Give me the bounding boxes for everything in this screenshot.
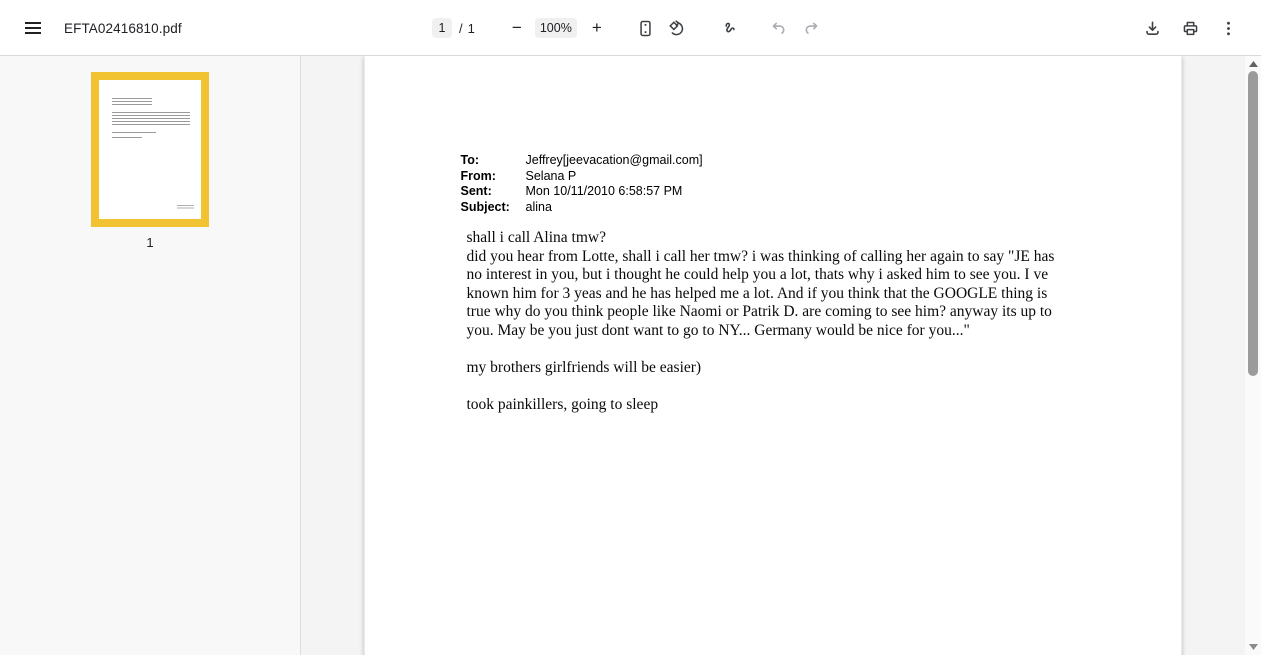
email-to-label: To:: [460, 153, 480, 167]
zoom-level: 100%: [535, 18, 577, 38]
scrollbar-thumb[interactable]: [1248, 71, 1258, 376]
toolbar: [0, 0, 1261, 56]
undo-icon[interactable]: [770, 19, 788, 37]
zoom-out-button[interactable]: −: [509, 18, 525, 38]
email-headers: [365, 56, 1182, 215]
toolbar-right-group: [1143, 0, 1237, 56]
email-to-value: Jeffrey[jeevacation@gmail.com]: [525, 153, 703, 167]
thumbnail-stamp: [177, 205, 194, 210]
toolbar-center-group: [432, 0, 821, 56]
email-body-line: you. May be you just dont want to go to NY... Germany would be nice for you...": [466, 321, 970, 339]
rotate-icon[interactable]: [668, 19, 686, 37]
email-body: [467, 229, 1182, 415]
email-from-value: Selana P: [525, 168, 577, 183]
email-body-line: [467, 378, 1182, 397]
email-subject-value: alina: [525, 199, 552, 214]
menu-icon[interactable]: [24, 19, 42, 37]
page-thumbnail[interactable]: [91, 72, 209, 227]
email-header-row: [461, 200, 1182, 216]
page-separator: /: [459, 20, 463, 36]
page-total: 1: [467, 20, 475, 36]
vertical-scrollbar[interactable]: [1245, 56, 1261, 655]
more-options-icon[interactable]: [1219, 19, 1237, 37]
email-body-line: shall i call Alina tmw?: [466, 229, 606, 246]
email-body-line: took painkillers, going to sleep: [466, 396, 659, 414]
email-body-line: [467, 341, 1182, 360]
email-from-label: From:: [460, 168, 496, 183]
thumbnail-content: [112, 98, 191, 138]
thumbnail-paragraph-lines: [112, 112, 190, 127]
toolbar-left-group: [24, 0, 182, 56]
email-header-row: [461, 184, 1182, 200]
thumbnail-text-line: [112, 137, 142, 138]
email-subject-label: Subject:: [460, 199, 510, 214]
fit-to-page-icon[interactable]: [637, 19, 655, 37]
email-body-line: no interest in you, but i thought he could help you a lot, thats why i asked him to see you. I ve: [466, 266, 1049, 284]
email-body-line: true why do you think people like Naomi or Patrik D. are coming to see him? anyway its up to: [466, 303, 1052, 321]
zoom-in-button[interactable]: +: [589, 18, 605, 38]
email-sent-value: Mon 10/11/2010 6:58:57 PM: [525, 184, 683, 198]
email-header-row: [461, 153, 1182, 169]
thumbnail-header-lines: [112, 98, 152, 107]
document-viewer: [301, 56, 1245, 655]
annotate-icon[interactable]: [722, 19, 740, 37]
scroll-up-icon[interactable]: [1245, 58, 1261, 70]
document-title: EFTA02416810.pdf: [64, 20, 182, 36]
email-body-line: my brothers girlfriends will be easier): [466, 359, 702, 377]
thumbnail-page-number: 1: [146, 235, 154, 250]
pdf-page: [365, 56, 1182, 655]
redo-icon[interactable]: [803, 19, 821, 37]
download-icon[interactable]: [1143, 19, 1161, 37]
email-sent-label: Sent:: [460, 184, 492, 198]
thumbnail-text-line: [112, 132, 156, 133]
email-header-row: [461, 169, 1182, 185]
print-icon[interactable]: [1181, 19, 1199, 37]
thumbnail-sidebar: [0, 56, 301, 655]
page-number-input[interactable]: [432, 18, 452, 38]
email-body-line: did you hear from Lotte, shall i call her tmw? i was thinking of calling her again to say "JE has: [466, 247, 1055, 265]
email-body-line: known him for 3 yeas and he has helped me a lot. And if you think that the GOOGLE thing is: [466, 284, 1048, 302]
content-area: [0, 56, 1261, 655]
scroll-down-icon[interactable]: [1245, 641, 1261, 653]
